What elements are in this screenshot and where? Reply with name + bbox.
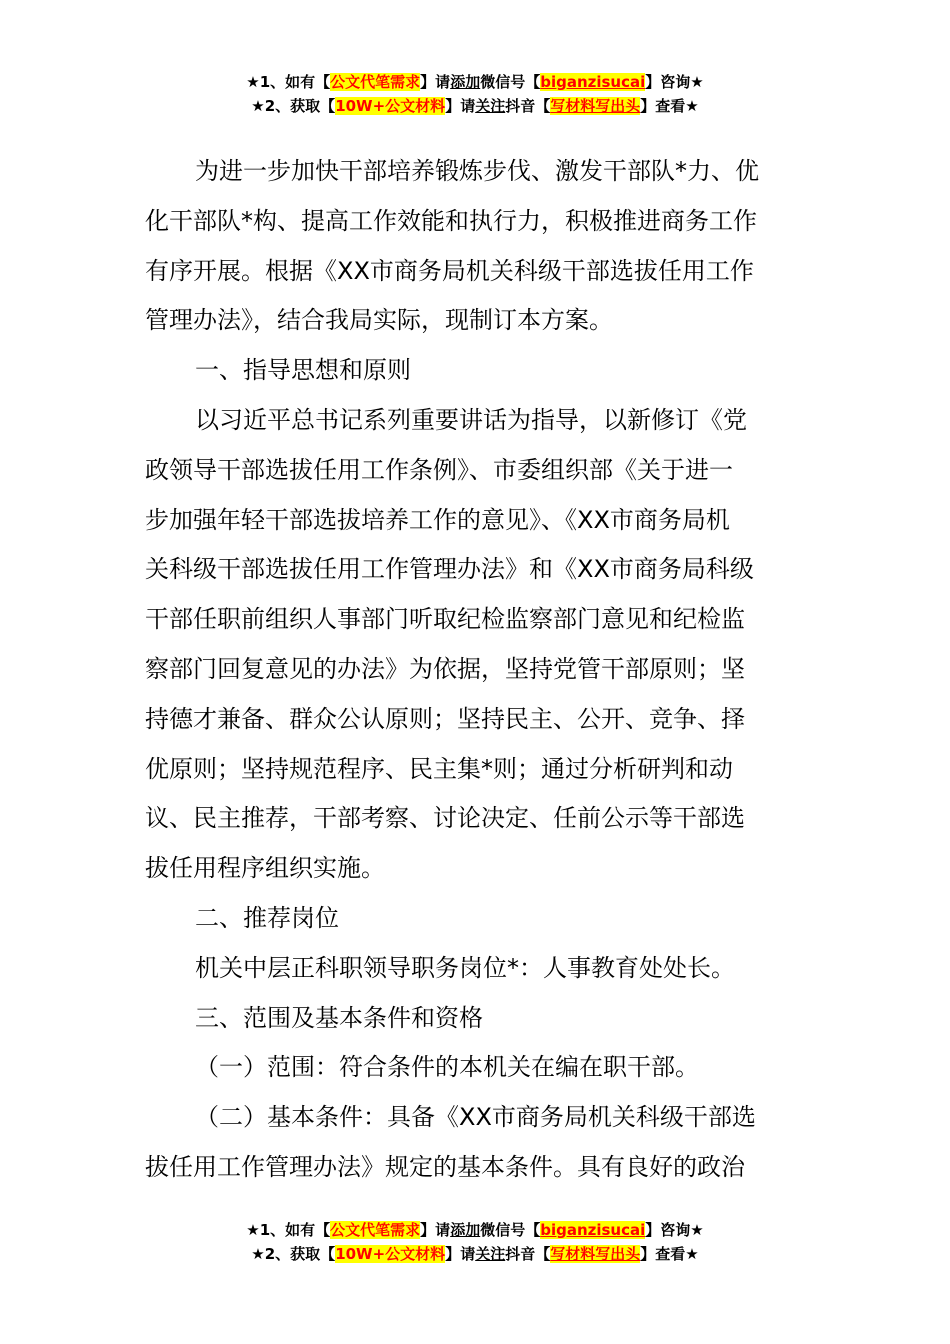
banner-highlight: 10W+公文材料: [335, 1245, 446, 1263]
banner-line-2: [0, 94, 950, 118]
body-line: 政领导干部选拔任用工作条例》、市委组织部《关于进一: [145, 455, 733, 484]
banner-text: 】请: [420, 1221, 451, 1239]
body-line: 管理办法》，结合我局实际，现制订本方案。: [145, 306, 613, 335]
banner-text: ★2、获取【: [251, 97, 336, 115]
section-heading: 二、推荐岗位: [195, 903, 339, 932]
banner-text: 】查看★: [640, 1245, 699, 1263]
banner-text: 微信号【: [480, 73, 541, 91]
banner-highlight: 公文代笔需求: [330, 1221, 421, 1239]
body-line: 察部门回复意见的办法》为依据，坚持党管干部原则；坚: [145, 654, 745, 683]
banner-underline: 关注: [475, 97, 506, 115]
banner-text: 微信号【: [480, 1221, 541, 1239]
body-line: 议、民主推荐，干部考察、讨论决定、任前公示等干部选: [145, 804, 745, 833]
banner-text: 抖音【: [505, 97, 551, 115]
body-line: 持德才兼备、群众公认原则；坚持民主、公开、竞争、择: [145, 704, 745, 733]
banner-line-1: [0, 1218, 950, 1242]
banner-underline: 添加: [450, 73, 481, 91]
banner-text: ★1、如有【: [246, 1221, 331, 1239]
body-line: 步加强年轻干部选拔培养工作的意见》、《XX市商务局机: [145, 505, 730, 534]
top-banner: [0, 70, 950, 118]
banner-douyin-id: 写材料写出头: [550, 97, 641, 115]
banner-text: 】请: [445, 1245, 476, 1263]
banner-text: 】请: [445, 97, 476, 115]
banner-line-2: [0, 1242, 950, 1266]
banner-text: 】咨询★: [645, 73, 704, 91]
section-heading: 一、指导思想和原则: [195, 356, 411, 385]
banner-highlight: 公文代笔需求: [330, 73, 421, 91]
banner-text: 】请: [420, 73, 451, 91]
body-line: 化干部队*构、提高工作效能和执行力，积极推进商务工作: [145, 206, 757, 235]
body-line: 为进一步加快干部培养锻炼步伐、激发干部队*力、优: [195, 157, 759, 185]
bottom-banner: [0, 1218, 950, 1266]
banner-text: 】查看★: [640, 97, 699, 115]
banner-douyin-id: 写材料写出头: [550, 1245, 641, 1263]
body-line: 机关中层正科职领导职务岗位*：人事教育处处长。: [195, 953, 735, 982]
body-line: 关科级干部选拔任用工作管理办法》和《XX市商务局科级: [145, 555, 754, 584]
body-line: （一）范围：符合条件的本机关在编在职干部。: [195, 1053, 699, 1082]
banner-underline: 关注: [475, 1245, 506, 1263]
banner-wechat-id: biganzisucai: [540, 1221, 646, 1239]
banner-wechat-id: biganzisucai: [540, 73, 646, 91]
body-line: 干部任职前组织人事部门听取纪检监察部门意见和纪检监: [145, 605, 745, 634]
section-heading: 三、范围及基本条件和资格: [195, 1003, 483, 1032]
banner-line-1: [0, 70, 950, 94]
document-body: [145, 147, 800, 1193]
body-line: 优原则；坚持规范程序、民主集*则；通过分析研判和动: [145, 754, 733, 783]
body-line: 有序开展。根据《XX市商务局机关科级干部选拔任用工作: [145, 256, 754, 285]
body-line: 拔任用工作管理办法》规定的基本条件。具有良好的政治: [145, 1152, 745, 1181]
body-line: （二）基本条件：具备《XX市商务局机关科级干部选: [195, 1103, 756, 1132]
body-line: 以习近平总书记系列重要讲话为指导，以新修订《党: [195, 405, 747, 434]
banner-text: ★1、如有【: [246, 73, 331, 91]
banner-text: 抖音【: [505, 1245, 551, 1263]
banner-highlight: 10W+公文材料: [335, 97, 446, 115]
banner-text: 】咨询★: [645, 1221, 704, 1239]
banner-text: ★2、获取【: [251, 1245, 336, 1263]
body-line: 拔任用程序组织实施。: [145, 854, 385, 883]
banner-underline: 添加: [450, 1221, 481, 1239]
